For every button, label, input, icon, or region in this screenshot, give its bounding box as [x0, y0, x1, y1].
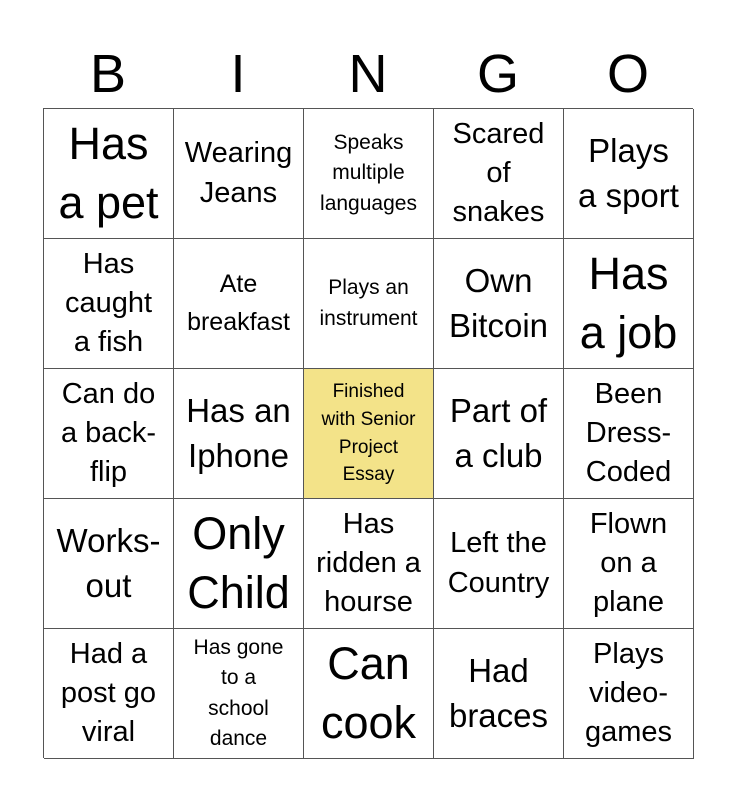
cell-text: Has a pet	[58, 118, 159, 228]
free-space-cell[interactable]	[304, 369, 434, 499]
bingo-cell[interactable]	[174, 499, 304, 629]
cell-text: Flown on a plane	[589, 507, 668, 619]
bingo-cell[interactable]	[174, 629, 304, 759]
cell-text: Plays an instrument	[319, 276, 418, 330]
cell-text: Has caught a fish	[64, 247, 153, 359]
bingo-header	[43, 40, 693, 108]
header-letter-i: I	[230, 44, 246, 104]
header-letter-o: O	[606, 44, 649, 104]
cell-text: Wearing Jeans	[184, 137, 293, 209]
cell-text: Speaks multiple languages	[320, 131, 417, 215]
cell-text: Can cook	[320, 638, 417, 748]
cell-text: Has gone to a school dance	[193, 636, 284, 750]
bingo-cell[interactable]	[564, 369, 694, 499]
cell-text: Ate breakfast	[187, 270, 290, 336]
bingo-cell[interactable]	[304, 629, 434, 759]
bingo-cell[interactable]	[44, 109, 174, 239]
bingo-cell[interactable]	[304, 499, 434, 629]
cell-text: Can do a back- flip	[60, 377, 157, 489]
bingo-board	[43, 108, 693, 758]
bingo-cell[interactable]	[434, 239, 564, 369]
bingo-cell[interactable]	[174, 239, 304, 369]
bingo-cell[interactable]	[44, 369, 174, 499]
cell-text: Part of a club	[449, 391, 548, 474]
cell-text: Scared of snakes	[452, 117, 545, 229]
bingo-cell[interactable]	[44, 239, 174, 369]
bingo-cell[interactable]	[564, 499, 694, 629]
header-letter-g: G	[476, 44, 519, 104]
cell-text: Has a job	[579, 248, 678, 358]
bingo-cell[interactable]	[174, 369, 304, 499]
cell-text: Had a post go viral	[60, 637, 157, 749]
cell-text: Finished with Senior Project Essay	[321, 381, 416, 486]
bingo-cell[interactable]	[434, 109, 564, 239]
cell-text: Plays a sport	[578, 131, 679, 214]
bingo-cell[interactable]	[434, 499, 564, 629]
cell-text: Works- out	[56, 521, 161, 604]
cell-text: Plays video- games	[584, 637, 673, 749]
bingo-cell[interactable]	[564, 239, 694, 369]
bingo-cell[interactable]	[44, 499, 174, 629]
bingo-cell[interactable]	[174, 109, 304, 239]
header-letter-b: B	[89, 44, 127, 104]
cell-text: Been Dress- Coded	[585, 377, 672, 489]
bingo-cell[interactable]	[564, 629, 694, 759]
bingo-cell[interactable]	[434, 369, 564, 499]
cell-text: Own Bitcoin	[448, 261, 549, 344]
cell-text: Only Child	[187, 508, 290, 618]
cell-text: Has ridden a hourse	[316, 507, 421, 619]
cell-text: Left the Country	[447, 527, 550, 599]
cell-text: Had braces	[448, 651, 549, 734]
header-letter-n: N	[348, 44, 388, 104]
bingo-cell[interactable]	[434, 629, 564, 759]
cell-text: Has an Iphone	[186, 391, 291, 474]
bingo-cell[interactable]	[304, 239, 434, 369]
bingo-cell[interactable]	[564, 109, 694, 239]
bingo-cell[interactable]	[44, 629, 174, 759]
bingo-cell[interactable]	[304, 109, 434, 239]
